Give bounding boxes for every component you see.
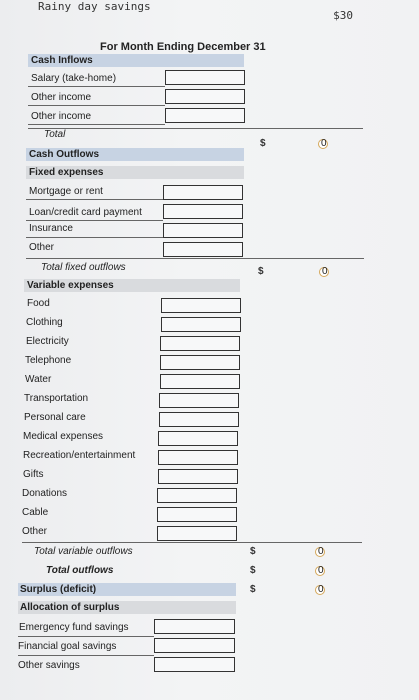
allocation-label-emergency: Emergency fund savings — [19, 622, 129, 633]
variable-input-gifts[interactable] — [158, 469, 238, 484]
variable-label-transportation: Transportation — [24, 393, 89, 404]
fixed-label-other: Other — [29, 242, 55, 253]
inflow-label-other-1: Other income — [31, 92, 92, 103]
variable-input-other[interactable] — [157, 526, 237, 541]
fixed-total-currency: $ — [258, 266, 264, 277]
variable-label-other: Other — [22, 526, 48, 537]
fixed-expenses-heading: Fixed expenses — [29, 167, 104, 178]
divider — [18, 655, 154, 656]
fixed-total-value: 0 — [322, 266, 328, 277]
variable-input-cable[interactable] — [157, 507, 237, 522]
total-outflows-value: 0 — [318, 565, 324, 576]
divider — [18, 636, 154, 637]
variable-input-water[interactable] — [160, 374, 240, 389]
inflow-input-other-2[interactable] — [165, 108, 245, 123]
allocation-label-goal: Financial goal savings — [18, 641, 117, 652]
divider — [26, 199, 163, 200]
fixed-input-mortgage[interactable] — [163, 185, 243, 200]
variable-total-label: Total variable outflows — [34, 546, 133, 557]
variable-label-water: Water — [25, 374, 52, 385]
surplus-currency: $ — [250, 584, 256, 595]
allocation-heading: Allocation of surplus — [20, 602, 120, 613]
allocation-input-other[interactable] — [154, 657, 235, 672]
variable-label-recreation: Recreation/entertainment — [23, 450, 136, 461]
page-title: For Month Ending December 31 — [100, 41, 266, 53]
surplus-label: Surplus (deficit) — [20, 584, 97, 595]
header-amount: $30 — [333, 9, 353, 22]
divider — [22, 542, 362, 543]
fixed-input-insurance[interactable] — [163, 223, 243, 238]
divider — [26, 237, 163, 238]
variable-label-food: Food — [27, 298, 50, 309]
cash-inflows-heading: Cash Inflows — [31, 55, 93, 66]
variable-input-recreation[interactable] — [158, 450, 238, 465]
variable-input-donations[interactable] — [157, 488, 237, 503]
inflow-total-label: Total — [44, 129, 66, 140]
variable-input-clothing[interactable] — [161, 317, 241, 332]
variable-total-value: 0 — [318, 546, 324, 557]
fixed-total-label: Total fixed outflows — [41, 262, 126, 273]
variable-label-electricity: Electricity — [26, 336, 69, 347]
variable-input-telephone[interactable] — [160, 355, 240, 370]
variable-input-food[interactable] — [161, 298, 241, 313]
variable-expenses-heading: Variable expenses — [27, 280, 114, 291]
surplus-value: 0 — [318, 584, 324, 595]
inflow-total-value: 0 — [321, 138, 327, 149]
allocation-label-other: Other savings — [18, 660, 80, 671]
fixed-label-insurance: Insurance — [29, 223, 73, 234]
variable-input-medical[interactable] — [158, 431, 238, 446]
variable-label-telephone: Telephone — [25, 355, 72, 366]
variable-label-cable: Cable — [22, 507, 49, 518]
variable-input-transportation[interactable] — [159, 393, 239, 408]
total-outflows-label: Total outflows — [46, 565, 114, 576]
divider — [26, 220, 163, 221]
divider — [28, 124, 165, 125]
allocation-input-goal[interactable] — [154, 638, 235, 653]
variable-input-electricity[interactable] — [160, 336, 240, 351]
header-question-text: Rainy day savings — [38, 0, 151, 13]
inflow-input-salary[interactable] — [165, 70, 245, 85]
fixed-input-loan[interactable] — [163, 204, 243, 219]
inflow-total-currency: $ — [260, 138, 266, 149]
cash-outflows-heading: Cash Outflows — [29, 149, 100, 160]
fixed-input-other[interactable] — [163, 242, 243, 257]
total-outflows-currency: $ — [250, 565, 256, 576]
fixed-label-loan: Loan/credit card payment — [29, 207, 142, 218]
inflow-input-other-1[interactable] — [165, 89, 245, 104]
variable-total-currency: $ — [250, 546, 256, 557]
fixed-label-mortgage: Mortgage or rent — [29, 186, 103, 197]
divider — [26, 258, 364, 259]
variable-label-gifts: Gifts — [23, 469, 44, 480]
variable-label-donations: Donations — [22, 488, 68, 499]
divider — [28, 105, 165, 106]
inflow-label-other-2: Other income — [31, 111, 92, 122]
variable-input-personal-care[interactable] — [159, 412, 239, 427]
allocation-input-emergency[interactable] — [154, 619, 235, 634]
divider — [28, 86, 165, 87]
divider — [28, 128, 363, 129]
variable-label-clothing: Clothing — [26, 317, 63, 328]
variable-label-personal-care: Personal care — [24, 412, 86, 423]
variable-label-medical: Medical expenses — [23, 431, 104, 442]
inflow-label-salary: Salary (take-home) — [31, 73, 117, 84]
